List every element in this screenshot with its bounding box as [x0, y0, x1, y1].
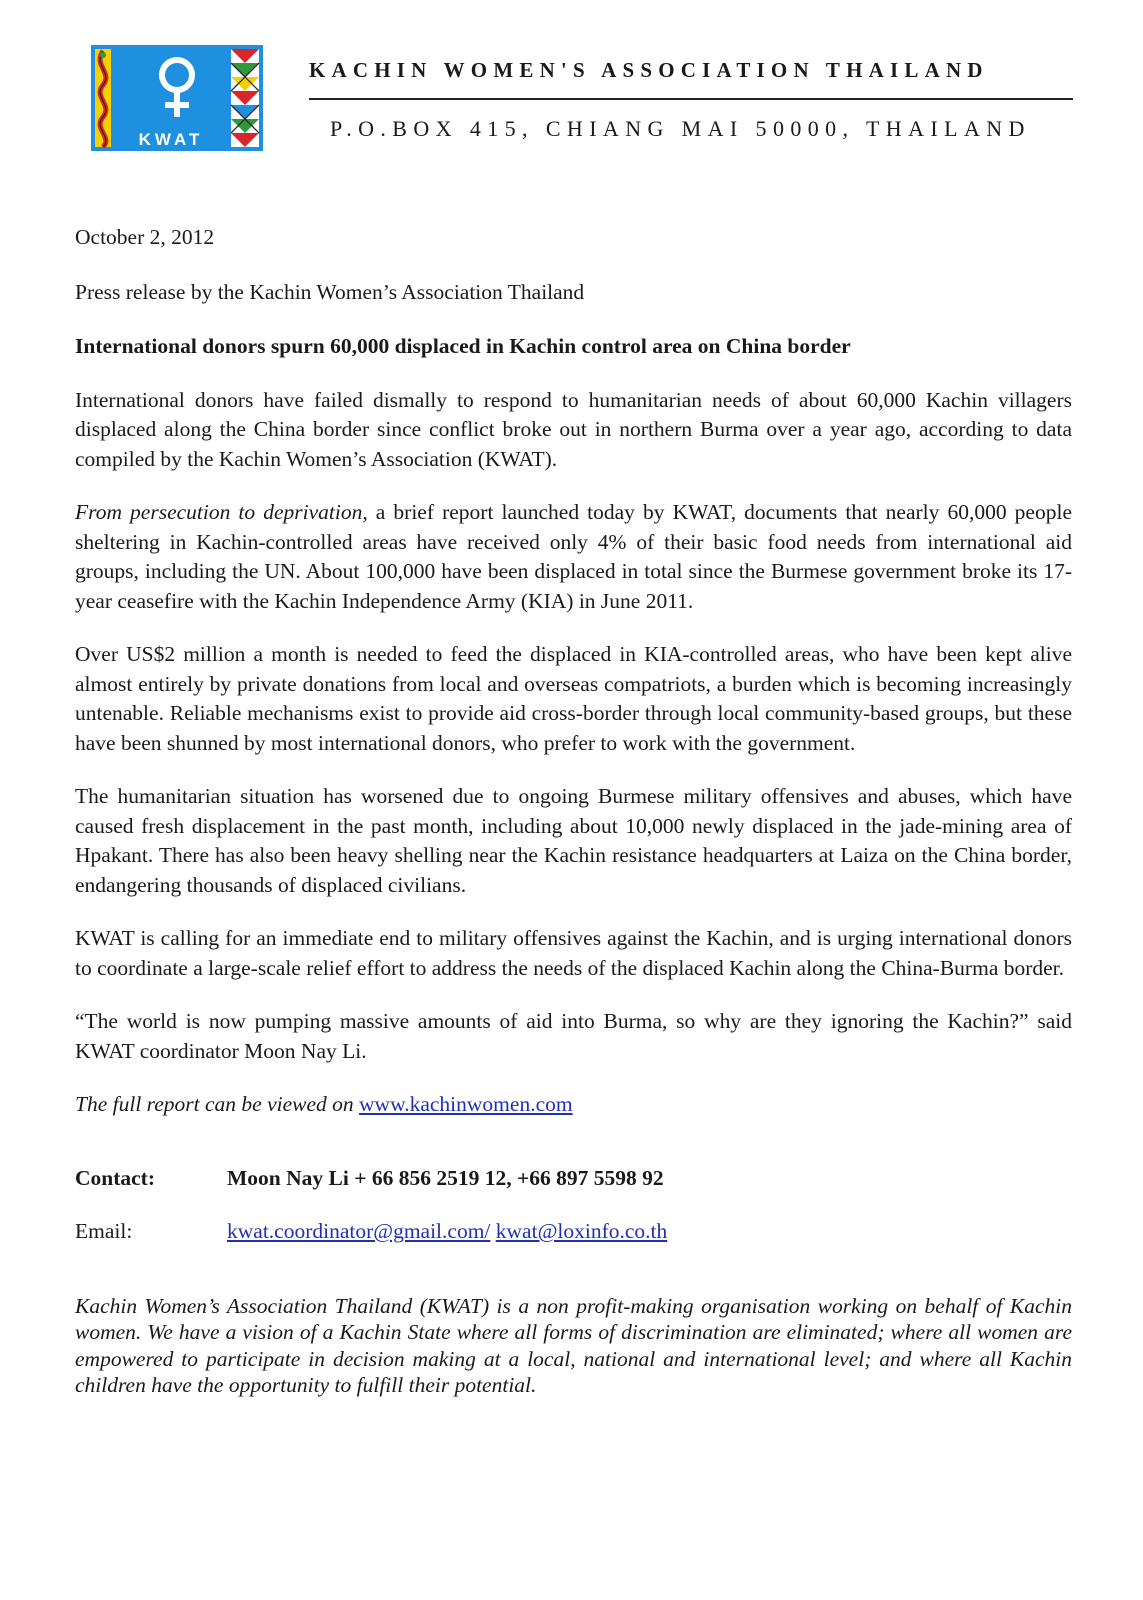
paragraph-4: The humanitarian situation has worsened due to ongoing Burmese military offensives and abuses, which have caused fresh displacement in the past month, including about 10,000 newly displaced in the jade-mining area of Hpakant. There has also been heavy shelling near the Kachin resistance headquarters at Laiza on the China border, endangering thousands of displaced civilians. [75, 784, 1072, 897]
paragraph-3: Over US$2 million a month is needed to feed the displaced in KIA-controlled areas, who have been kept alive almost entirely by private donations from local and overseas compatriots, a burden which is becoming increasingly untenable. Reliable mechanisms exist to provide aid cross-border through local community-based groups, but these have been shunned by most international donors, who prefer to work with the government. [75, 642, 1072, 755]
email-row [75, 1217, 1072, 1247]
logo-text: KWAT [138, 130, 204, 149]
contact-spacer [75, 1144, 1072, 1164]
paragraph-2-text: a brief report launched today by KWAT, documents that nearly 60,000 people sheltering in Kachin-controlled areas have received only 4% of their basic food needs from international aid groups, including the UN. About 100,000 have been displaced in total since the Burmese government broke its 17-year ceasefire with the Kachin Independence Army (KIA) in June 2011. [75, 500, 1072, 613]
report-link[interactable]: www.kachinwomen.com [359, 1092, 573, 1116]
press-release-body [75, 223, 1072, 1423]
report-link-label: The full report can be viewed on [75, 1092, 360, 1116]
paragraph-1: International donors have failed dismally to respond to humanitarian needs of about 60,000 Kachin villagers displaced along the China border since conflict broke out in northern Burma over a year ago, according to data compiled by the Kachin Women’s Association (KWAT). [75, 387, 1072, 471]
paragraph-5: KWAT is calling for an immediate end to military offensives against the Kachin, and is urging international donors to coordinate a large-scale relief effort to address the needs of the displaced Kachin along the China-Burma border. [75, 926, 1072, 980]
paragraph-2 [75, 498, 1072, 616]
report-link-paragraph [75, 1090, 1072, 1120]
email-link-coordinator[interactable]: kwat.coordinator@gmail.com/ [227, 1219, 491, 1243]
quote-paragraph: “The world is now pumping massive amounts of aid into Burma, so why are they ignoring the Kachin?” said KWAT coordinator Moon Nay Li. [75, 1009, 1072, 1063]
organization-about: Kachin Women’s Association Thailand (KWAT) is a non profit-making organisation working on behalf of Kachin women. We have a vision of a Kachin State where all forms of discrimination are eliminated; where all women are empowered to participate in decision making at a local, national and international level; and where all Kachin children have the opportunity to fulfill their potential. [75, 1293, 1072, 1397]
email-label: Email: [75, 1219, 133, 1243]
organization-address: P.O.BOX 415, CHIANG MAI 50000, THAILAND [330, 116, 1031, 141]
release-headline: International donors spurn 60,000 displaced in Kachin control area on China border [75, 334, 851, 358]
contact-row [75, 1164, 1072, 1194]
report-title: From persecution to deprivation, [75, 500, 368, 524]
kwat-logo [91, 45, 263, 151]
release-subtitle: Press release by the Kachin Women’s Association Thailand [75, 279, 585, 304]
header-divider [309, 98, 1073, 100]
organization-name: KACHIN WOMEN'S ASSOCIATION THAILAND [309, 58, 989, 82]
email-links [227, 1217, 667, 1247]
contact-value: Moon Nay Li + 66 856 2519 12, +66 897 5598 92 [227, 1165, 664, 1190]
contact-label: Contact: [75, 1165, 156, 1190]
email-link-loxinfo[interactable]: kwat@loxinfo.co.th [495, 1219, 668, 1243]
release-date: October 2, 2012 [75, 225, 215, 249]
